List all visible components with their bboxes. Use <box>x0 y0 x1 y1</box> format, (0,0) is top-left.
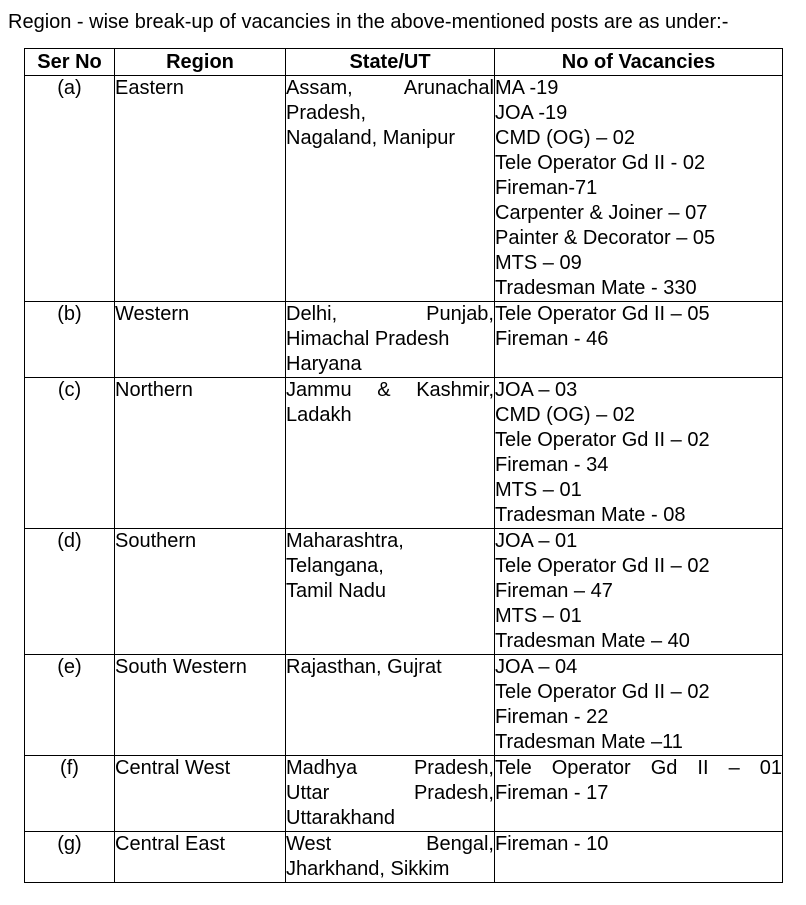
vacancy-line: MTS – 09 <box>495 252 582 274</box>
vacancy-line: Painter & Decorator – 05 <box>495 227 716 249</box>
vacancy-line: Fireman-71 <box>495 177 598 199</box>
table-row <box>25 378 783 529</box>
state-line: Jammu & Kashmir, <box>286 379 494 401</box>
ser-no-cell: (a) <box>25 76 115 302</box>
intro-text: Region - wise break-up of vacancies in the above-mentioned posts are as under:- <box>8 11 729 33</box>
region-cell: South Western <box>115 655 286 756</box>
table-row <box>25 302 783 378</box>
vacancy-line: Tele Operator Gd II – 05 <box>495 303 710 325</box>
table-row <box>25 832 783 883</box>
state-cell <box>286 756 495 832</box>
state-line: Maharashtra, <box>286 530 404 552</box>
state-line: Assam, Arunachal <box>286 77 494 99</box>
region-cell: Eastern <box>115 76 286 302</box>
vacancies-cell <box>495 529 783 655</box>
vacancy-line: JOA – 01 <box>495 530 578 552</box>
vacancy-line: Tele Operator Gd II - 02 <box>495 152 706 174</box>
ser-no-cell: (e) <box>25 655 115 756</box>
vacancy-line: CMD (OG) – 02 <box>495 127 636 149</box>
state-line: Pradesh, <box>286 102 367 124</box>
table-row <box>25 655 783 756</box>
state-line: West Bengal, <box>286 833 494 855</box>
header-state: State/UT <box>286 49 495 76</box>
vacancies-cell <box>495 76 783 302</box>
header-ser-no: Ser No <box>25 49 115 76</box>
vacancy-line: Tele Operator Gd II – 01 <box>495 757 782 779</box>
state-cell <box>286 529 495 655</box>
state-cell <box>286 832 495 883</box>
state-cell <box>286 378 495 529</box>
vacancies-cell <box>495 378 783 529</box>
state-line: Telangana, <box>286 555 384 577</box>
state-line: Uttarakhand <box>286 807 395 829</box>
vacancy-line: MA -19 <box>495 77 559 99</box>
header-vacancies: No of Vacancies <box>495 49 783 76</box>
state-line: Jharkhand, Sikkim <box>286 858 450 880</box>
table-row <box>25 76 783 302</box>
vacancy-line: Fireman - 22 <box>495 706 609 728</box>
vacancy-line: Tradesman Mate –11 <box>495 731 683 753</box>
vacancy-line: CMD (OG) – 02 <box>495 404 636 426</box>
vacancy-line: JOA – 04 <box>495 656 578 678</box>
vacancy-line: Fireman - 10 <box>495 833 609 855</box>
state-line: Himachal Pradesh <box>286 328 450 350</box>
vacancy-line: MTS – 01 <box>495 479 582 501</box>
vacancy-line: Tradesman Mate - 08 <box>495 504 686 526</box>
table-row <box>25 529 783 655</box>
ser-no-cell: (b) <box>25 302 115 378</box>
state-cell <box>286 302 495 378</box>
vacancy-line: Tradesman Mate – 40 <box>495 630 690 652</box>
header-region: Region <box>115 49 286 76</box>
state-line: Uttar Pradesh, <box>286 782 494 804</box>
vacancies-cell <box>495 655 783 756</box>
vacancy-line: JOA -19 <box>495 102 568 124</box>
vacancy-table <box>24 48 783 883</box>
vacancy-line: Fireman - 46 <box>495 328 609 350</box>
state-line: Haryana <box>286 353 362 375</box>
vacancy-line: MTS – 01 <box>495 605 582 627</box>
vacancy-line: Fireman - 17 <box>495 782 609 804</box>
vacancy-line: Tele Operator Gd II – 02 <box>495 681 710 703</box>
vacancies-cell <box>495 756 783 832</box>
table-row <box>25 756 783 832</box>
ser-no-cell: (g) <box>25 832 115 883</box>
region-cell: Central West <box>115 756 286 832</box>
state-line: Delhi, Punjab, <box>286 303 494 325</box>
region-cell: Northern <box>115 378 286 529</box>
vacancies-cell <box>495 832 783 883</box>
vacancy-line: Tradesman Mate - 330 <box>495 277 697 299</box>
region-cell: Southern <box>115 529 286 655</box>
vacancy-line: Fireman - 34 <box>495 454 609 476</box>
state-cell <box>286 655 495 756</box>
state-line: Madhya Pradesh, <box>286 757 494 779</box>
vacancy-line: JOA – 03 <box>495 379 578 401</box>
state-line: Ladakh <box>286 404 352 426</box>
state-line: Nagaland, Manipur <box>286 127 455 149</box>
vacancy-line: Carpenter & Joiner – 07 <box>495 202 708 224</box>
table-body <box>25 76 783 883</box>
ser-no-cell: (d) <box>25 529 115 655</box>
state-line: Rajasthan, Gujrat <box>286 656 442 678</box>
region-cell: Central East <box>115 832 286 883</box>
ser-no-cell: (f) <box>25 756 115 832</box>
vacancy-line: Tele Operator Gd II – 02 <box>495 555 710 577</box>
vacancy-line: Tele Operator Gd II – 02 <box>495 429 710 451</box>
state-line: Tamil Nadu <box>286 580 387 602</box>
vacancy-line: Fireman – 47 <box>495 580 613 602</box>
state-cell <box>286 76 495 302</box>
region-cell: Western <box>115 302 286 378</box>
vacancies-cell <box>495 302 783 378</box>
ser-no-cell: (c) <box>25 378 115 529</box>
table-header-row <box>25 49 783 76</box>
